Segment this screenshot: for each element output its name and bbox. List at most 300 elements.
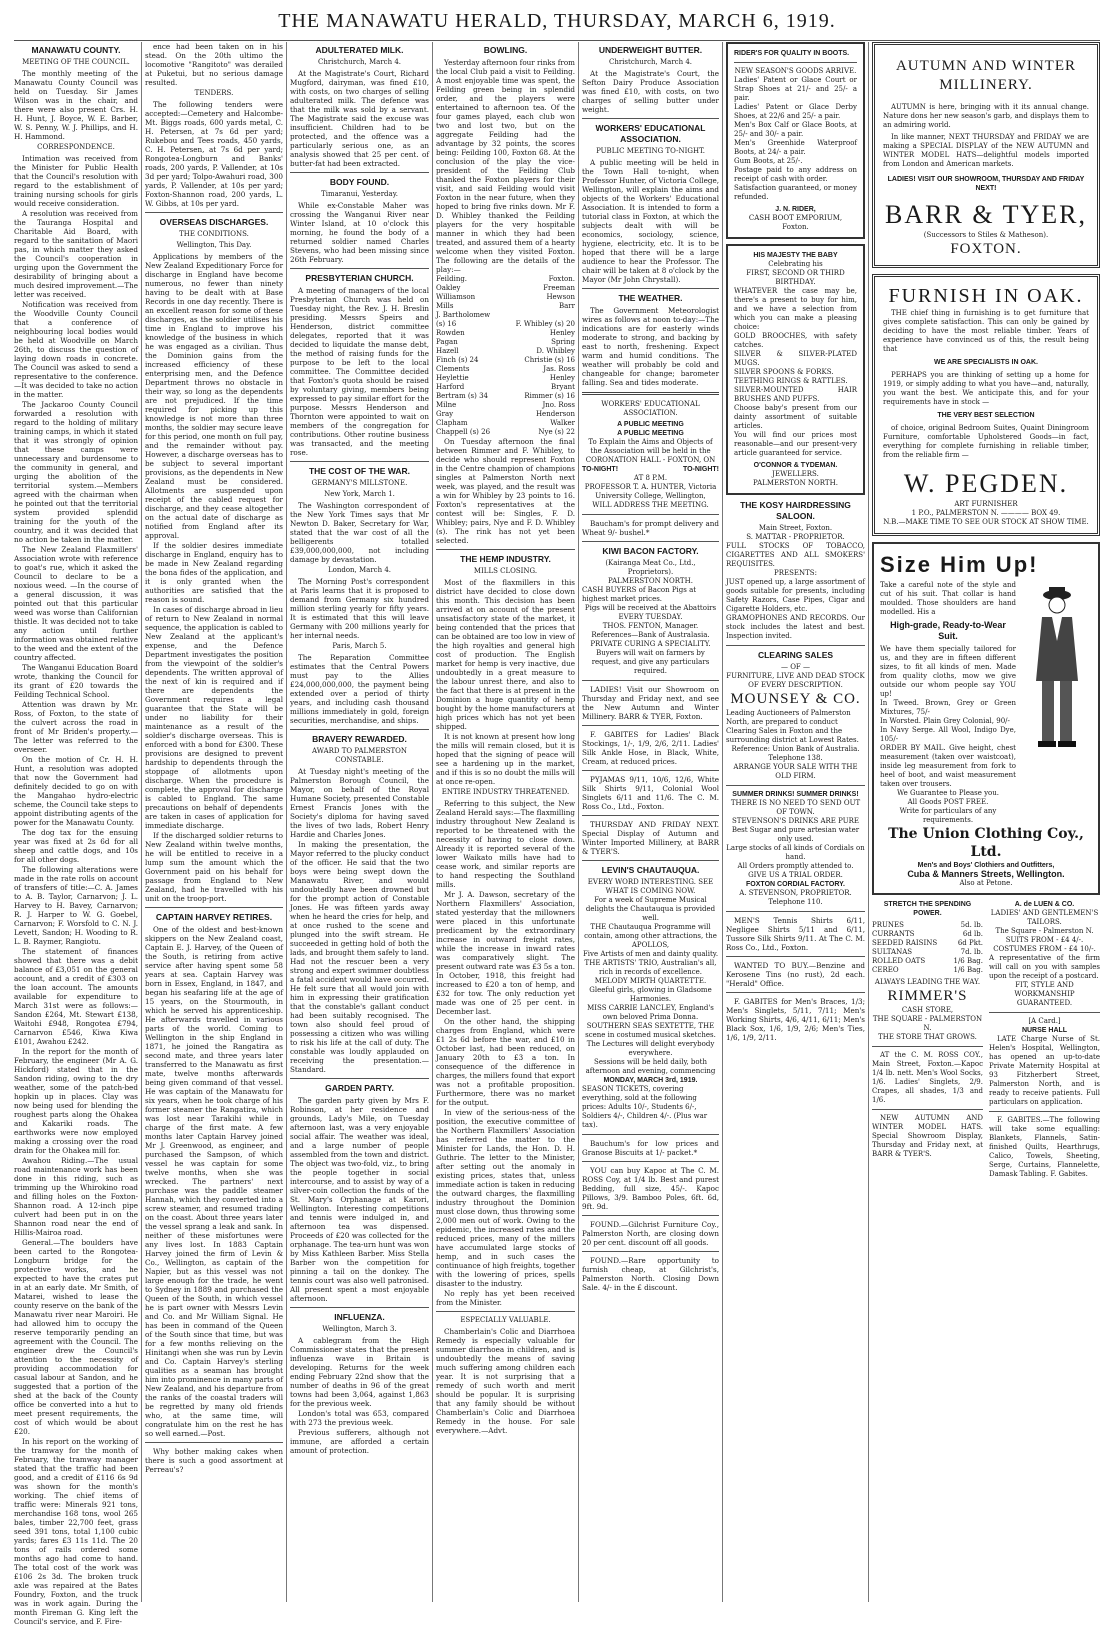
score-row <box>436 311 575 320</box>
ad-line: CASH BUYERS of Bacon Pigs at highest market prices. <box>582 586 697 603</box>
ad-line: PROFESSOR T. A. HUNTER, Victoria University College, Wellington, <box>584 483 717 500</box>
paragraph: Baucham's for prompt delivery and Wheat 9/- bushel.* <box>582 519 719 537</box>
ad-banner: LADIES! VISIT OUR SHOWROOM, THURSDAY AND FRIDAY NEXT! <box>887 176 1085 192</box>
ad-line: Take a careful note of the style and cut of his suit. That collar is hand moulded. Those shoulders are hand modelled. His a <box>880 581 1016 616</box>
score-row <box>436 338 575 347</box>
ad-line: Foxton. <box>782 223 809 231</box>
article-title: BOWLING. <box>483 45 528 55</box>
ad-line: Buyers will wait on farmers by request, and give any particulars required. <box>591 649 710 675</box>
article-title: INFLUENZA. <box>334 1312 385 1322</box>
paragraph: Awahou Riding.—The usual road maintenance work has been done in this riding, such as trimming up the Whirokino road and filling holes on the Foxton-Shannon road. A 12-inch pipe culvert had been put in on the Shannon road near the end of Hillis-Mairoa road. <box>14 1156 138 1237</box>
ad-line: Men's and Boys' Clothiers and Outfitters, <box>917 862 1055 869</box>
classified-ad: WANTED TO BUY.—Benzine and Kerosene Tins (no rust), 2d each. "Herald" Office. <box>726 961 865 988</box>
ad-line: Men's Box Calf or Glace Boots, at 25/- and 30/- a pair. <box>734 121 857 138</box>
ad-headline: TO-NIGHT! <box>682 466 719 473</box>
divider <box>290 268 429 269</box>
divider <box>872 1109 983 1110</box>
column-3 <box>290 42 429 1602</box>
ad-banner: WE ARE SPECIALISTS IN OAK. <box>934 359 1038 366</box>
classified-ad: FOUND.—Gilchrist Furniture Coy., Palmerston North, are closing down 20 per cent. discount off all goods. <box>582 1220 719 1247</box>
paragraph: London's total was 653, compared with 273 the previous week. <box>290 1409 429 1427</box>
ad-line: SOUTHERN SEAS SEXTETTE, THE scene in costumed musical sketches. <box>585 1022 716 1039</box>
dateline: Christchurch, March 4. <box>317 58 402 66</box>
ad-title: AUTUMN AND WINTER MILLINERY. <box>895 58 1077 93</box>
score-row <box>436 428 575 437</box>
ad-line: Large stocks of all kinds of Cordials on hand. <box>726 844 865 861</box>
dateline: Wellington, This Day. <box>176 241 252 249</box>
article-subtitle: THE CONDITIONS. <box>179 230 249 238</box>
paragraph: The following tenders were accepted:—Cemetery and Halcombe-Mt. Biggs roads, 600 yards metal, C. H. Petersen, at 7s 6d per yard; Rukebou and Tees roads, 450 yards, C. H. Petersen, at 7s 6d per yard; Rongotea-Longburn and Banks' roads, 200 yards, P. Vallender, at 10s 3d per yard; Tolpo-Awahuri road, 300 yards, P. Vallender, at 10s per yard; Foxton-Shannon road, 200 yards, L. W. Gibbs, at 10s per yard. <box>145 100 283 208</box>
divider <box>145 907 283 908</box>
classified-ad: AT the C. M. ROSS COY., Main Street, Foxton.—Kapoc 1/4 lb. nett. Men's Wool Socks, 1/6. Ladies' Singlets, 2/9. Crapes, all shades, 1/3 and 1/6. <box>872 1051 983 1104</box>
ad-headline: A PUBLIC MEETING <box>617 430 684 437</box>
divider <box>582 1251 719 1252</box>
ad-line: Ladies' Patent or Glace Derby Shoes, at 22/6 and 25/- a pair. <box>734 103 857 120</box>
paragraph: General.—The boulders have been carted to the Rongotea-Longburn bridge for the protective works, and he expected to have the crates put in at an early date. Mr Smith, of Matarei, wished to lease the county reserve on the bank of the Manawatu river near Maroiri. He had allowed him to occupy the reserve temporarily pending an agreement with the Council. The engineer drew the Council's attention to the necessity of providing accommodation for casual labour at Sandon, and he suggested that a portion of the shed at the back of the County office be converted into a hut to meet present requirements, the cost of which would be about £20. <box>14 1238 138 1436</box>
paragraph: The Wanganui Education Board wrote, thanking the Council for its grant of £20 towards the Feilding Technical School. <box>14 663 138 699</box>
ad-line: PALMERSTON NORTH. <box>753 479 838 487</box>
column-7 <box>872 42 1100 1602</box>
column-rule <box>286 42 287 1602</box>
article-subtitle: ENTIRE INDUSTRY THREATENED. <box>441 788 570 796</box>
paragraph: Attention was drawn by Mr. Ross, of Foxton, to the state of the culvert across the road in front of Mr Briden's property.—The letter was referred to the overseer. <box>14 700 138 754</box>
shoe <box>1058 741 1076 747</box>
score-cell: Henderson <box>535 410 575 418</box>
ad-title: THE KOSY HAIRDRESSING SALOON. <box>740 500 851 521</box>
column-rule <box>722 42 723 1602</box>
divider <box>290 1307 429 1308</box>
ad-line: Ladies' Patent or Glace Court or Strap Shoes at 21/- and 25/- a pair. <box>734 76 857 102</box>
ad-line: THE STORE THAT GROWS. <box>878 1033 977 1041</box>
ad-line: JUST opened up, a large assortment of goods suitable for presents, including Safety Razors, Case Pipes, Cigar and Cigarette Holders, etc. <box>726 578 865 613</box>
divider <box>290 1078 429 1079</box>
score-cell: Walker <box>550 419 575 427</box>
ad-line: MELODY MIRTH QUARTETTE. Gleeful girls, glowing in Gladsome Harmonies. <box>589 977 712 1003</box>
paragraph: On the other hand, the shipping charges from England, which were £1 2s 6d before the war, and £10 in October last, had been reduced, on January 20th to £3 a ton. In consequence of the difference in charges, the millers found that export was not a profitable proposition. Furthermore, there was no market for the output. <box>436 1017 575 1107</box>
ad-line: Best Sugar and pure artesian water only used. <box>731 826 860 843</box>
ad-line: In Navy Serge. All Wool, Indigo Dye, 105/- <box>880 726 1016 743</box>
price-row <box>872 939 983 948</box>
article-subtitle: ESPECIALLY VALUABLE. <box>460 1316 551 1324</box>
score-row <box>436 347 575 356</box>
furnish-oak-ad <box>872 274 1100 536</box>
article-title: THE WEATHER. <box>618 293 683 303</box>
article-title: PRESBYTERIAN CHURCH. <box>305 273 414 283</box>
ad-line: You will find our prices most reasonable—and our present-very article guaranteed for service. <box>734 431 857 457</box>
classified-ad: THURSDAY AND FRIDAY NEXT. Special Display of Autumn and Winter Imported Millinery, at BARR & TYER'S. <box>582 820 719 856</box>
column-1 <box>14 42 138 1626</box>
score-row <box>436 383 575 392</box>
divider <box>290 729 429 730</box>
divider <box>582 860 719 861</box>
score-row <box>436 392 575 401</box>
ad-line: Leading Auctioneers of Palmerston North, are prepared to conduct Clearing Sales in Foxton and the surrounding district at Lowest Rates. <box>726 709 859 744</box>
classified-ad: F. GABITES for Men's Braces, 1/3; Men's Singlets, 5/11, 7/11; Men's Working Shirts, 4/6, 4/11, 6/11; Men's Black Sox, 1/6, 1/9, 2/6; Men's Ties, 1/6, 1/9, 2/11. <box>726 997 865 1042</box>
shoe <box>1038 741 1056 747</box>
article-subtitle: MILLS CLOSING. <box>473 567 538 575</box>
paragraph: Previous sufferers, although not immune, are afforded a certain amount of protection. <box>290 1428 429 1455</box>
dateline: Wellington, March 3. <box>322 1325 397 1333</box>
score-row <box>436 365 575 374</box>
paragraph: The garden party given by Mrs F. Robinson, at her residence and grounds, Lady's Mile, on Tuesday afternoon last, was a very enjoyable social affair. The weather was ideal, and a large number of people assembled from the town and district. The object was two-fold, viz., to bring the people together in social intercourse, and to assist by way of a silver-coin collection the funds of the St. Mary's Orphanage at Karori, Wellington. Interesting competitions and tennis were indulged in, and afternoon tea was dispensed. Proceeds of £20 was collected for the orphanage. The tea-urn hunt was won by Miss Kathleen Barber. Miss Stella Barber won the competition for pinning a tail on the donkey. The tennis court was also well patronised. All present spent a most enjoyable afternoon. <box>290 1096 429 1303</box>
dateline: London, March 4. <box>327 566 392 574</box>
score-row <box>436 275 575 284</box>
article-subtitle: CORRESPONDENCE. <box>37 143 115 151</box>
score-cell: Christie (s) 16 <box>524 356 575 364</box>
paragraph: A meeting of managers of the local Presbyterian Church was held on Tuesday night, the Rev. J. H. Breslin presiding. Messrs Speirs and Henderson, district committee delegates, reported that it was decided to liquidate the manse debt, the method of raising funds for the purpose to be left to the local committee. The Committee decided that Foxton's quota should be raised by voluntary giving, members being expressed to pay similar effort for the purpose. Messrs Henderson and Thornton were appointed to wait on members of the congregation for contributions. Other routine business was transacted, and the meeting rose. <box>290 286 429 457</box>
ad-line: THOS. FENTON, Manager. <box>602 622 699 630</box>
divider <box>582 680 719 681</box>
ad-line: 1 P.O., PALMERSTON N. ———— BOX 49. <box>911 509 1061 517</box>
ad-line: WILL ADDRESS THE MEETING. <box>592 501 709 509</box>
divider <box>582 815 719 816</box>
ad-line: We have them specially tailored for us, and they are in fifteen different sizes, to fit all kinds of men. Made from quality cloths, mow we give outside our whom people say YOU up! <box>880 645 1016 698</box>
paragraph: A cablegram from the High Commissioner states that the present influenza wave in Britain is developing. Returns for the week ending February 22nd show that the number of deaths in 96 of the great towns had been 3,064, against 1,863 for the previous week. <box>290 1336 429 1408</box>
paragraph: In the report for the month of February, the engineer (Mr A. G. Hickford) stated that in the Sandon riding, owing to the dry weather, some of the patch-bed hopkin up in places. Clay was now being used for blending the roughest parts along the Ohakea and Kakariki roads. The earthworks were now employed making a crossing over the road drain for the Ohakea mill for. <box>14 1047 138 1155</box>
ad-line: — OF — <box>780 663 811 671</box>
ad-line: We Guarantee to Please you. <box>897 789 999 797</box>
price-item: CURRANTS <box>872 930 915 938</box>
divider <box>145 212 283 213</box>
ad-name: BARR & TYER, <box>885 200 1087 229</box>
ad-headline: TO-NIGHT! <box>582 466 619 473</box>
paragraph: In cases of discharge abroad in lieu of return to New Zealand in normal sequence, the application is cabled to New Zealand at the applicant's expense, and the Defence Department investigates the position from the viewpoint of the soldier's dependents. The written approval of the next of kin is required and if there are dependents the Government requires a legal guarantee that the State will be under no liability for their maintenance as a result of the soldier's discharge overseas. This is enforced with a bond for £300. These provisions are designed to prevent hardship to dependents through the stoppage of allotments upon discharge. When the procedure is complete, the approval for discharge is cabled to England. The same precautions on behalf of dependents are taken in cases of application for immediate discharge. <box>145 605 283 830</box>
masthead-rule <box>14 40 1100 41</box>
divider <box>989 1111 1100 1112</box>
score-cell: Bryant <box>551 383 575 391</box>
article-subtitle: PUBLIC MEETING TO-NIGHT. <box>596 147 705 155</box>
divider <box>582 514 719 515</box>
ad-line: Satisfaction guaranteed, or money refunded. <box>734 184 857 201</box>
article-subtitle: MEETING OF THE COUNCIL. <box>22 58 130 66</box>
article-subtitle: TENDERS. <box>194 89 234 97</box>
column-rule <box>432 42 433 1602</box>
price-value: 1/6 Bag. <box>953 957 983 965</box>
ad-line: Men's Greenhide Waterproof Boots, at 24/- a pair. <box>734 139 857 156</box>
classified-ad: Bauchum's for low prices and Granose Biscuits at 1/- packet.* <box>582 1139 719 1157</box>
paragraph: On the motion of Cr. H. H. Hunt, a resolution was adopted that now the Government had definitely decided to go on with the Mangahao hydro-electric scheme, the Council take steps to appoint distributing agents of the power for the Manawatu County. <box>14 755 138 827</box>
bowling-scores-table <box>436 275 575 437</box>
union-clothing-ad <box>872 542 1100 895</box>
score-cell: Chappell (s) 26 <box>436 428 491 436</box>
classified-ad: NEW AUTUMN AND WINTER MODEL HATS. Special Showroom Display, Thursday and Friday next, at BARR & TYER'S. <box>872 1114 983 1158</box>
ad-line: ALWAYS LEADING THE WAY. <box>874 978 981 986</box>
divider <box>726 785 865 786</box>
ad-line: APOLLOS, <box>631 941 670 949</box>
ad-title: CLEARING SALES <box>757 650 834 660</box>
ad-paragraph: of choice, original Bedroom Suites, Quaint Diningroom Furniture, comfortable Upholstered Goods—in fact, everything for complete furnishing in reliable timber, from the reliable firm — <box>883 424 1089 459</box>
paragraph: A resolution was received from the Tauranga Hospital and Charitable Aid Board, with regard to the sanitation of Maori pas, in which matter they asked the Council's cooperation in urging upon the Government the desirability of bringing about a much desired improvement.—The letter was received. <box>14 209 138 299</box>
paragraph: The New Zealand Flaxmillers' Association wrote with reference to goat's rue, which it asked the Council to declare to be a noxious weed. —In the course of a general discussion, it was pointed out that this particular weed was worse than Californian thistle. It was decided not to take any action until further information was obtained relative to the weed and the extent of the country affected. <box>14 545 138 662</box>
ad-title: KIWI BACON FACTORY. <box>602 546 699 556</box>
paragraph: In his report on the working of the tramway for the month of February, the tramway manager stated that the traffic had been good, and a credit of £116 6s 9d was shown for the month's working. The chief items of traffic were: Minerals 921 tons, merchandise 168 tons, wool 265 bales, timber 22,700 feet, grass seed 391 tons, total 1,100 cubic yards; fares £3 11s 11d. The 20 tons of rails ordered some months ago had come to hand. The total cost of the work was £106 2s 3d. The broken truck axle was repaired at the Bates Foundry, Foxton, and the truck was in work again. During the month Fireman G. King left the Council's service, and F. Fire- <box>14 1437 138 1626</box>
score-row <box>436 356 575 365</box>
column-2 <box>145 42 283 1602</box>
price-item: SULTANAS <box>872 948 913 956</box>
ad-title: NURSE HALL <box>1021 1027 1068 1034</box>
score-cell: Freeman <box>543 284 575 292</box>
dateline: New York, March 1. <box>324 490 395 498</box>
column-6 <box>726 42 865 1602</box>
ad-name: J. N. RIDER, <box>775 206 816 213</box>
ad-line: [A Card.] <box>1028 1017 1061 1025</box>
article-title: ADULTERATED MILK. <box>315 45 404 55</box>
classified-ad: F. GABITES for Ladies' Black Stockings, 1/-, 1/9, 2/6, 2/11. Ladies' Silk Ankle Hose, in Black, White, Cream, at reduced prices. <box>582 730 719 766</box>
price-item: CEREO <box>872 966 899 974</box>
score-cell: Milne <box>436 401 457 409</box>
score-row <box>436 302 575 311</box>
paragraph: While ex-Constable Maher was crossing the Wanganui River near Winter Island, at 10 o'clock this morning, he found the body of a returned soldier named Charles Stevens, who had been missing since 26th February. <box>290 201 429 264</box>
paragraph: At the Magistrate's Court, Richard Mugford, dairyman, was fined £10, with costs, on two charges of selling adulterated milk. The defence was that the milk was sold by a servant. The Magistrate said the excuse was insufficient. Children had to be protected, and the offence was a particularly serious one, as an analysis showed that 25 per cent. of butter-fat had been extracted. <box>290 69 429 168</box>
score-cell: Clapham <box>436 419 468 427</box>
wea-meeting-ad <box>582 400 719 510</box>
classified-ad: MEN'S Tennis Shirts 6/11, Negligee Shirts 5/11 and 6/11, Tussore Silk Shirts 9/11. At The C. M. Ross Co., Ltd., Foxton. <box>726 916 865 952</box>
paragraph: It is not known at present how long the mills will remain closed, but it is hoped that the signing of peace will see a hardening up in the market, and if this is so no doubt the mills will at once re-open. <box>436 732 575 786</box>
score-cell: F. Whibley (s) 20 <box>515 320 575 328</box>
price-list <box>872 921 983 975</box>
ad-name: MOUNSEY & CO. <box>730 691 861 707</box>
article-title: MANAWATU COUNTY. <box>31 45 121 55</box>
price-row <box>872 930 983 939</box>
clearing-sales-ad <box>726 650 865 781</box>
divider <box>726 956 865 957</box>
paragraph: Notification was received from the Woodville County Council that a conference of neighbouring local bodies would be held at Woodville on March 26th, to discuss the question of laying down roads in concrete. The Council was asked to send a representative to the conference.—It was decided to take no action in the matter. <box>14 300 138 399</box>
price-value: 6d lb. <box>962 930 983 938</box>
article-title: BODY FOUND. <box>329 177 390 187</box>
ad-line: All Orders promptly attended to. <box>737 862 854 870</box>
ad-name: W. PEGDEN. <box>903 469 1069 498</box>
ad-line: AT 8 P.M. <box>633 474 668 482</box>
ad-line: Gum Boots, at 25/-. <box>734 157 803 165</box>
classified-ad: YOU can buy Kapoc at The C. M. ROSS Coy, at 1/4 lb. Best and purest Bedding, full size, 45/-. Kapoc Pillows, 3/9. Bamboo Poles, 6ft. 6d, 9ft. 9d. <box>582 1166 719 1211</box>
ad-line: THERE IS NO NEED TO SEND OUT OF TOWN. <box>730 799 861 816</box>
ad-line: (Successors to Stiles & Matheson). <box>923 231 1049 239</box>
ad-title: HIS MAJESTY THE BABY <box>753 252 838 259</box>
ad-line: PALMERSTON NORTH. <box>608 577 693 585</box>
divider <box>582 1161 719 1162</box>
paragraph: Intimation was received from the Minister for Public Health that the Council's resolution with regard to the establishment of training nursing schools for girls would receive consideration. <box>14 154 138 208</box>
ad-paragraph: THE chief thing in furnishing is to get furniture that gives complete satisfaction. This can only be gained by deciding to have the most reliable timber. Years of experience have convinced us of this, the result being that <box>883 309 1089 353</box>
ad-line: MISS CARRIE LANCLEY, England's own beloved Prima Donna. <box>587 1004 714 1021</box>
ad-title: SUMMER DRINKS! SUMMER DRINKS! <box>732 791 859 798</box>
article-title: GARDEN PARTY. <box>325 1083 394 1093</box>
score-cell: Henley <box>549 374 575 382</box>
score-row <box>436 284 575 293</box>
divider <box>872 1046 983 1047</box>
score-cell: Heylettie <box>436 374 469 382</box>
divider <box>582 288 719 289</box>
paragraph: In making the presentation, the Mayor referred to the plucky conduct of the officer. He said that the two boys were being swept down the Manawatu River, and would undoubtedly have been drowned but for the prompt action of Constable Jones. He was fifteen yards away when he heard the cries for help, and at once rushed to the scene and plunged into the swift stream. He succeeded in getting hold of both the lads, and brought them safely to land. Had not the rescuer been a very strong and expert swimmer doubtless a fatal accident would have occurred. He felt sure that all would join with him in expressing their gratification that the constable's gallant conduct had been suitably recognised. The town also should feel proud of possessing a citizen who was willing to risk his life at the call of duty. The constable was loudly applauded on receiving the presentation.—Standard. <box>290 840 429 1074</box>
gentleman-illustration <box>1022 581 1092 751</box>
dateline: Christchurch, March 4. <box>608 58 693 66</box>
divider <box>582 1134 719 1135</box>
column-5 <box>582 42 719 1602</box>
ad-line: The Square - Palmerston N. <box>995 927 1094 935</box>
score-cell: Feilding. <box>436 275 468 283</box>
paragraph: If the soldier desires immediate discharge in England, enquiry has to be made in New Zealand regarding the bona fides of the application, and it is only granted when the authorities are satisfied that the reason is sound. <box>145 541 283 604</box>
ad-line: TEETHING RINGS & RATTLES. <box>734 377 848 385</box>
ad-line: CORONATION HALL - FOXTON, ON <box>585 456 716 464</box>
score-cell: Mills <box>436 302 454 310</box>
ad-banner: THE VERY BEST SELECTION <box>937 412 1035 419</box>
price-value: 5d. lb. <box>960 921 983 929</box>
paragraph: The statement of finances showed that there was a debit balance of £3,051 on the general account, and a credit of £303 on the loan account. The amounts available for expenditure to March 31st were as follows:—Sandon £264, Mt. Stewart £138, Waitohi £948, Rongotea £794, Carnarvon £546, Kiwa Kiwa £101, Awahou £242. <box>14 947 138 1046</box>
divider <box>726 911 865 912</box>
ad-line: References—Bank of Australasia. <box>591 631 710 639</box>
paragraph: The Washington correspondent of the New York Times says that Mr Newton D. Baker, Secretary for War, stated that the war cost of all the belligerents totalled £39,000,000,000, not including damage by devastation. <box>290 501 429 564</box>
ad-paragraph: In like manner, NEXT THURSDAY and FRIDAY we are making a SPECIAL DISPLAY of the NEW AUTUMN and WINTER MODEL HATS—delightful models imported from London and American markets. <box>883 133 1089 168</box>
score-row <box>436 374 575 383</box>
score-cell: Rimmer (s) 16 <box>524 392 575 400</box>
ad-title: A. de LUEN & CO. <box>1014 901 1075 908</box>
kiwi-bacon-ad <box>582 546 719 676</box>
classified-ad: FOUND.—Rare opportunity to furnish cheap, at Gilchrist's, Palmerston North. Closing Down Sale. 4/- in the £ discount. <box>582 1256 719 1292</box>
ad-line: CASH STORE, <box>901 1006 954 1014</box>
ad-line: GRAMOPHONES AND RECORDS. Our stock includes the latest and best. Inspection invited. <box>726 614 865 640</box>
ad-line: THE ARTISTS' TRIO, Australian's all, rich in records of excellence. <box>584 959 717 976</box>
score-cell: Finch (s) 24 <box>436 356 479 364</box>
ad-line: FURNITURE, LIVE AND DEAD STOCK OF EVERY DESCRIPTION. <box>726 672 865 689</box>
ad-line: SILVER SPOONS & FORKS. <box>734 368 834 376</box>
score-cell: Nye (s) 22 <box>538 428 575 436</box>
ad-line: SEASON TICKETS, covering everything, sold at the following prices: Adults 10/-, Students 6/-, Soldiers 4/-, Children 4/-. (Plus war tax). <box>582 1085 708 1129</box>
divider <box>290 172 429 173</box>
score-cell: Jno. Ross <box>542 401 575 409</box>
score-cell: Oakley <box>436 284 461 292</box>
divider <box>734 62 857 63</box>
ad-title: RIDER'S FOR QUALITY IN BOOTS. <box>734 50 850 57</box>
divider <box>989 1012 1100 1013</box>
score-cell: Hewson <box>546 293 575 301</box>
de-luen-ad <box>989 900 1100 1180</box>
ad-line: JEWELLERS. <box>772 470 819 478</box>
score-cell: D. Whibley <box>536 347 575 355</box>
column-rule <box>141 42 142 1602</box>
score-cell: (s) 16 <box>436 320 457 328</box>
divider <box>582 118 719 119</box>
ad-line: FIRST, SECOND OR THIRD BIRTHDAY. <box>746 269 845 286</box>
score-cell <box>502 311 575 320</box>
dateline: Paris, March 5. <box>332 642 387 650</box>
score-cell: Barr <box>558 302 575 310</box>
ad-line: GIVE US A TRIAL ORDER. <box>748 871 843 879</box>
ad-title: LEVIN'S CHAUTAUQUA. <box>601 865 700 875</box>
classified-ad: LADIES! Visit our Showroom on Thursday and Friday next, and see the New Autumn and Winter Millinery. BARR & TYER, Foxton. <box>582 685 719 721</box>
divider <box>582 1215 719 1216</box>
column-4 <box>436 42 575 1602</box>
ad-name: O'CONNOR & TYDEMAN. <box>753 462 838 469</box>
divider <box>726 992 865 993</box>
paragraph: The Reparation Committee estimates that the Central Powers must pay to the Allies £24,000,000,000, the payment being extended over a period of thirty years, and including cash thousand millions immediately in gold, foreign securities, merchandise, and ships. <box>290 653 429 725</box>
leg <box>1060 681 1072 741</box>
ad-line: Also at Petone. <box>959 879 1013 887</box>
ad-line: EVERY WORD INTERESTING. SEE WHAT IS COMING NOW. <box>587 878 714 895</box>
ad-title: FURNISH IN OAK. <box>888 285 1084 307</box>
score-row <box>436 410 575 419</box>
paragraph: ence had been taken on in his stead. On the 20th ultimo the locomotive "Rangitoto" was derailed at Puketui, but no serious damage resulted. <box>145 42 283 87</box>
ad-line: ART FURNISHER <box>954 500 1018 508</box>
dateline: Timaranui, Yesterday. <box>321 190 398 198</box>
score-cell: Hazell <box>436 347 459 355</box>
chautauqua-ad <box>582 865 719 1130</box>
score-cell: Jas. Ross <box>543 365 575 373</box>
ad-title: Size Him Up! <box>880 552 1039 577</box>
paragraph: The Jackaroo County Council forwarded a resolution with regard to the holding of military training camps, in which it stated that it was strongly of opinion that these camps were unnecessary and burdensome to the community in general, and urging the abolition of the territorial system.—Members agreed with the chairman when he pointed out that the territorial system provided splendid training for the youth of the country, and it was decided that no action be taken in the matter. <box>14 400 138 544</box>
ad-title: STRETCH THE SPENDING POWER. <box>883 901 972 917</box>
paragraph: The following alterations were made in the rate rolls on account of transfers of title:—C. A. James to A. B. Taylor, Carnarvon; J. L. Harvey to H. Bavey, Carnarvon; R. J. Harper to W. G. Goebel, Carnarvon; F. Worsfold to C. N. J. Levett, Sandon; H. Wooding to R. L. B. Raymer, Rangiotu. <box>14 865 138 946</box>
paragraph: At Tuesday night's meeting of the Palmerston Borough Council, the Mayor, on behalf of the Royal Humane Society, presented Constable Ernest Francis Jones with the Society's diploma for having saved the lives of two lads, Robert Henry Hardie and Charles Jones. <box>290 767 429 839</box>
ad-line: FOXTON. <box>950 241 1022 257</box>
classified-ad: F. GABITES.—The following will take some equalling: Blankets, Flannels, Satin-finished Quilts, Hearthrugs, Calico, Towels, Sheeting, Serge, Curtains, Flannelette, Damask Tabling. F. Gabites. <box>989 1116 1100 1178</box>
ad-line: THE Chautauqua Programme will contain, among other attractions, the <box>584 923 717 940</box>
paragraph: Most of the flaxmillers in this district have decided to close down this month. This decision has been arrived at on account of the present unsatisfactory state of the market, it being contended that the prices that can be obtained are too low in view of the high royalties and general high cost of production. The English market for hemp is very inactive, due undoubtedly in a great measure to the labour unrest there, and also to the fact that there is at present in the Dominion a huge quantity of hemp bought by the home manufacturers at high prices which has not yet been shipped. <box>436 578 575 731</box>
ad-line: COSTUMES FROM - £4 10/-. <box>993 945 1096 953</box>
ad-line: Cuba & Manners Streets, Wellington. <box>907 869 1065 879</box>
score-cell: Rowden <box>436 329 465 337</box>
ad-line: WHATEVER the case may be, there's a present to buy for him, and we have a selection from which you can make a pleasing choice: <box>734 287 857 331</box>
leg <box>1042 681 1054 741</box>
price-item: SEEDED RAISINS <box>872 939 938 947</box>
ad-line: All Goods POST FREE. <box>907 798 989 806</box>
ad-line: Celebrating his <box>768 260 823 268</box>
paragraph: On Tuesday afternoon the final between Rimmer and F. Whibley, to decide who should represent Foxton in the Centre champion of champions singles at Palmerston North next week, was played, and the result was a win for Whibley by 23 points to 16. Foxton's representatives at the contest will be: Singles, F. D. Whibley; pairs, Nye and F. D. Whibley (s). The rink has not yet been selected. <box>436 437 575 545</box>
ad-line: Write for particulars of any requirements. <box>899 807 997 824</box>
ad-line: ARRANGE YOUR SALE WITH THE OLD FIRM. <box>733 763 858 780</box>
baby-jewellers-ad <box>726 244 865 495</box>
price-row <box>872 966 983 975</box>
head <box>1049 597 1065 613</box>
classified-ad: PYJAMAS 9/11, 10/6, 12/6, White Silk Shirts 9/11, Colonial Wool Singlets 6/11 and 11/6. The C. M. Ross Co., Ltd., Foxton. <box>582 775 719 811</box>
column-rule <box>868 42 869 1602</box>
ad-line: To Explain the Aims and Objects of the Association will be held in the <box>588 438 713 455</box>
divider <box>582 770 719 771</box>
divider <box>436 1311 575 1312</box>
ad-line: FIT, STYLE AND WORKMANSHIP GUARANTEED. <box>1014 981 1075 1007</box>
article-title: WORKERS' EDUCATIONAL ASSOCIATION. <box>595 123 706 144</box>
ad-line: Five Artists of men and dainty quality. <box>582 950 719 958</box>
ad-line: In Tweed. Brown, Grey or Green Mixtures, 75/- <box>880 699 1016 716</box>
divider <box>582 541 719 542</box>
paragraph: Referring to this subject, the New Zealand Herald says:—The flaxmilling industry throughout New Zealand is reported to be threatened with the necessity of having to close down. Already it is reported several of the lower Waikato mills have had to cease work, and similar reports are to hand respecting the Southland mills. <box>436 799 575 889</box>
riders-boots-ad <box>726 42 865 239</box>
ad-line: The Lectures will delight everybody everywhere. <box>586 1040 715 1057</box>
ad-line: N.B.—MAKE TIME TO SEE OUR STOCK AT SHOW TIME. <box>883 518 1089 526</box>
millinery-ad <box>872 42 1100 268</box>
paragraph: If the discharged soldier returns to New Zealand within twelve months, he will be entitled to receive in a lump sum the amount which the Government paid on his behalf for passage from England to New Zealand, had he travelled with his unit on the troop-port. <box>145 831 283 903</box>
article-title: OVERSEAS DISCHARGES. <box>159 217 269 227</box>
ad-line: CASH BOOT EMPORIUM, <box>748 214 843 222</box>
score-cell: J. Bartholomew <box>436 311 491 319</box>
divider <box>290 461 429 462</box>
ad-headline: MONDAY, MARCH 3rd, 1919. <box>603 1077 698 1084</box>
divider <box>582 725 719 726</box>
price-item: PRUNES <box>872 921 904 929</box>
score-row <box>436 401 575 410</box>
paragraph: One of the oldest and best-known skippers on the New Zealand coast, Captain E. J. Harvey, of the Queen of the South, is retiring from active service after having spent some 58 years at sea. Captain Harvey was born in Essex, England, in 1847, and began his seafaring life at the age of 15 years, on the Stourmouth, in which he served his apprenticeship. He afterwards travelled in various parts of the world. Coming to Wellington in the ship England in 1871, he joined the Rangatira as second mate, and three years later transferred to the Manawatu as first mate, twelve months afterwards being given command of that vessel. He was captain of the Manawatu for six years, when he took charge of his former steamer the Rangatira, which was lost near Tarakihi while in charge of the first mate. A few months later Captain Harvey joined Mr J. Greenwood, as engineer, and purchased the Sampson, of which vessel he was captain for some twelve months, when she was wrecked. The partners' next purchase was the paddle steamer Hannah, which they converted into a screw steamer, and resumed trading on the coast. About three years later the vessel sprang a leak and sank. In neither of these misfortunes were any lives lost. In 1883 Captain Harvey joined the firm of Levin & Co., Wellington, as captain of the Napier, but as this vessel was not large enough for the trade, he went to Sydney in 1889 and purchased the Queen of the South, in which vessel he is part owner with Messrs Levin and Co. and Mr William Signal. He has been in command of the Queen of the South since that time, but was for a few months relieving on the Hinitangi when she was run by Levin and Co. Captain Harvey's sterling qualities as a seaman has brought him into prominence in many parts of New Zealand, and his departure from the ranks of the coastal traders will be regretted by many old friends who, at the same time, will congratulate him on the rest he has so well earned.—Post. <box>145 925 283 1438</box>
divider <box>436 549 575 550</box>
article-subtitle: GERMANY'S MILLSTONE. <box>311 479 408 487</box>
article-title: BRAVERY REWARDED. <box>312 734 407 744</box>
article-title: THE HEMP INDUSTRY. <box>460 554 551 564</box>
score-cell: Harford <box>436 383 465 391</box>
paragraph: The dog tax for the ensuing year was fixed at 2s 6d for all sheep and cattle dogs, and 10s for all other dogs. <box>14 828 138 864</box>
ad-line: LADIES' AND GENTLEMEN'S TAILORS. <box>990 909 1099 926</box>
score-row <box>436 320 575 329</box>
ad-line: Postage paid to any address on receipt of cash with order. <box>734 166 857 183</box>
ad-line: Choose baby's present from our dainty assortment of suitable articles. <box>734 404 857 430</box>
article-title: THE COST OF THE WAR. <box>308 466 411 476</box>
paragraph: Applications by members of the New Zealand Expeditionary Force for discharge in England have become numerous, no fewer than ninety having to be dealt with at Base Records in one day recently. There is an excellent reason for some of these discharges, as the soldier utilises his time in England to improve his knowledge of the business in which he was engaged as a civilian. Thus the Dominion gains from the increased efficiency of these enterprising men, and the Defence Department throws no obstacle in their way, so long as the dependents are not prejudiced. If the time required for picking up this knowledge is not more than three months, the soldier may secure leave for this period, one month on full pay, and the remainder without pay. However, a discharge overseas has to be subject to several important provisions, as the dependents in New Zealand must be considered. Allotments are suspended upon receipt of the cabled request for discharge, and they cease altogether on the actual date of discharge as notified from England after its approval. <box>145 252 283 540</box>
